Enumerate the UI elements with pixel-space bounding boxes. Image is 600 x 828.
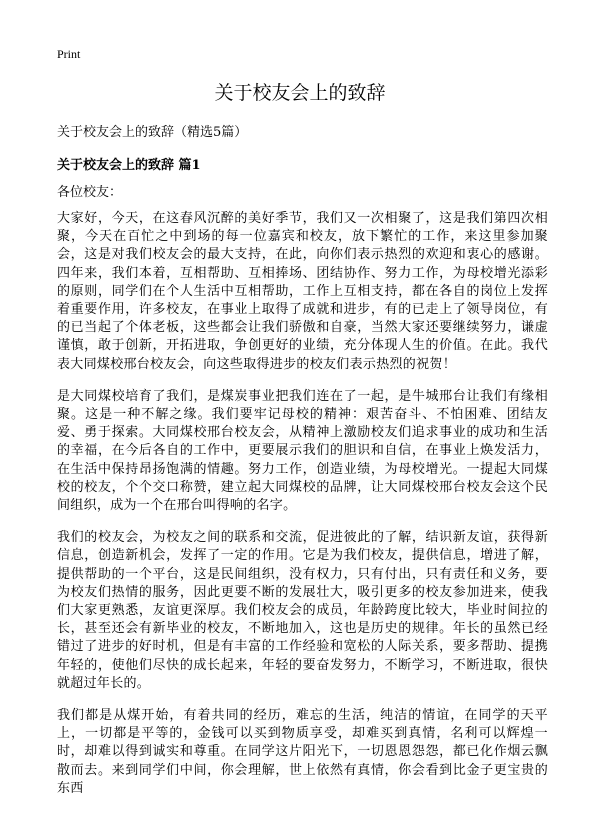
paragraph-2: 是大同煤校培育了我们，是煤炭事业把我们连在了一起，是牛城邢台让我们有缘相聚。这是一种不解之缘。我们要牢记母校的精神：艰苦奋斗、不怕困难、团结友爱、勇于探索。大同煤校邢台校友会，从精神上激励校友们追求事业的成功和生活的幸福，在今后各自的工作中，更要展示我们的胆识和自信，在事业上焕发活力，在生活中保持昂扬饱满的情趣。努力工作，创造业绩，为母校增光。一提起大同煤校的校友，个个交口称赞，建立起大同煤校的品牌，让大同煤校邢台校友会这个民间组织，成为一个在邢台叫得响的名字。 [57,388,548,514]
print-link[interactable]: Print [57,47,81,61]
document-body [57,210,548,812]
document-title: 关于校友会上的致辞 [214,82,386,104]
document-subtitle: 关于校友会上的致辞（精选5篇） [57,125,248,140]
paragraph-4: 我们都是从煤开始，有着共同的经历，难忘的生活，纯洁的情谊，在同学的天平上，一切都是平等的，金钱可以买到物质享受，却难买到真情，名利可以辉煌一时，却难以得到诚实和尊重。在同学这片阳光下，一切恩恩怨怨，都已化作烟云飘散而去。来到同学们中间，你会理解，世上依然有真情，你会看到比金子更宝贵的东西 [57,708,548,796]
section-heading: 关于校友会上的致辞 篇1 [57,158,201,173]
paragraph-3: 我们的校友会，为校友之间的联系和交流，促进彼此的了解，结识新友谊，获得新信息，创造新机会，发挥了一定的作用。它是为我们校友，提供信息，增进了解，提供帮助的一个平台，这是民间组织，没有权力，只有付出，只有责任和义务，要为校友们热情的服务，因此更要不断的发展壮大，吸引更多的校友参加进来，使我们大家更熟悉，友谊更深厚。我们校友会的成员，年龄跨度比较大，毕业时间拉的长，甚至还会有新毕业的校友，不断地加入，这也是历史的规律。年长的虽然已经错过了进步的好时机，但是有丰富的工作经验和宽松的人际关系，要多帮助、提携年轻的，使他们尽快的成长起来，年轻的要奋发努力，不断学习，不断进取，很快就超过年长的。 [57,530,548,691]
greeting: 各位校友： [57,185,123,200]
paragraph-1: 大家好，今天，在这春风沉醉的美好季节，我们又一次相聚了，这是我们第四次相聚，今天在百忙之中到场的每一位嘉宾和校友，放下繁忙的工作，来这里参加聚会，这是对我们校友会的最大支持，在此，向你们表示热烈的欢迎和衷心的感谢。四年来，我们本着，互相帮助、互相捧场、团结协作、努力工作，为母校增光添彩的原则，同学们在个人生活中互相帮助，工作上互相支持，都在各自的岗位上发挥着重要作用，许多校友，在事业上取得了成就和进步，有的已走上了领导岗位，有的已当起了个体老板，这些都会让我们骄傲和自豪，当然大家还要继续努力，谦虚谨慎，敢于创新，开拓进取，争创更好的业绩，充分体现人生的价值。在此。我代表大同煤校邢台校友会，向这些取得进步的校友们表示热烈的祝贺！ [57,211,548,372]
